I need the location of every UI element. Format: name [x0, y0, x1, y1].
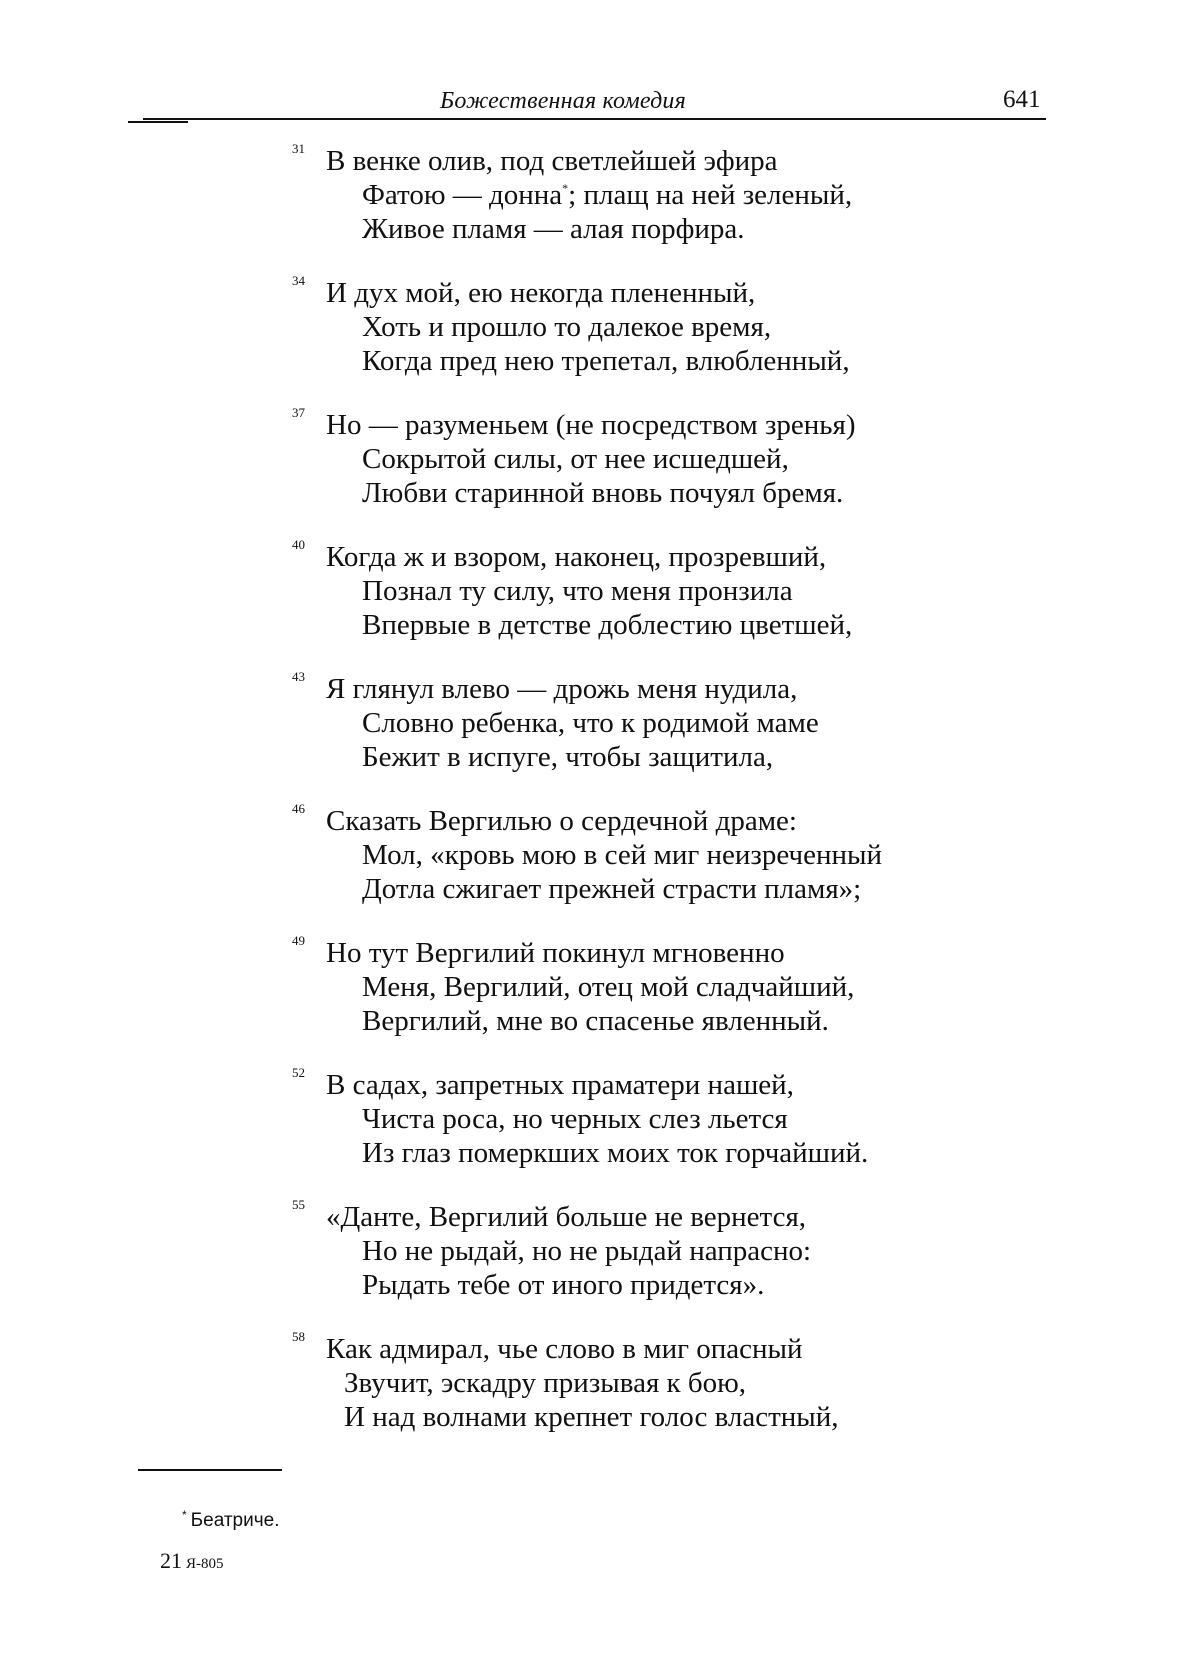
printer-signature: [160, 1548, 224, 1574]
verse-text: И дух мой, ею некогда плененный,: [326, 277, 756, 309]
verse-text: Сказать Вергилью о сердечной драме:: [326, 805, 797, 837]
verse-line: [290, 1197, 1050, 1234]
verse-text: Дотла сжигает прежней страсти пламя»;: [362, 873, 862, 905]
verse-line: [290, 1004, 1050, 1038]
verse-text: Словно ребенка, что к родимой маме: [362, 707, 819, 739]
verse-text: Меня, Вергилий, отец мой сладчайший,: [362, 971, 855, 1003]
verse-line: [290, 933, 1050, 970]
verse-text: Когда пред нею трепетал, влюбленный,: [362, 345, 850, 377]
verse-number: 55: [292, 1197, 305, 1212]
verse-number: 31: [292, 141, 305, 156]
verse-line: [290, 970, 1050, 1004]
verse-line: [290, 740, 1050, 774]
verse-line: [290, 273, 1050, 310]
page-number: 641: [1003, 86, 1041, 113]
verse-number: 52: [292, 1065, 305, 1080]
header-rule-tail: [128, 121, 188, 123]
verse-text: В венке олив, под светлейшей эфира: [326, 145, 778, 177]
verse-text: ; плащ на ней зеленый,: [568, 179, 853, 211]
stanza-52: [290, 1065, 1050, 1170]
signature-number: 21: [160, 1548, 182, 1573]
verse-text: «Данте, Вергилий больше не вернется,: [326, 1201, 807, 1233]
verse-line: [290, 706, 1050, 740]
running-title: Божественная комедия: [440, 88, 686, 114]
footnote-rule: [138, 1469, 282, 1471]
verse-text: Вергилий, мне во спасенье явленный.: [362, 1005, 829, 1037]
signature-code: Я-805: [186, 1556, 224, 1572]
verse-line: [290, 1400, 1050, 1434]
stanza-34: [290, 273, 1050, 378]
verse-text: В садах, запретных праматери нашей,: [326, 1069, 794, 1101]
verse-number: 37: [292, 405, 305, 420]
verse-line: [290, 442, 1050, 476]
verse-line: [290, 212, 1050, 246]
verse-text: Рыдать тебе от иного придется».: [362, 1269, 765, 1301]
header-rule: [143, 118, 1046, 120]
verse-line: [290, 801, 1050, 838]
verse-line: [290, 1102, 1050, 1136]
verse-text: Из глаз померкших моих ток горчайший.: [362, 1137, 869, 1169]
verse-number: 40: [292, 537, 305, 552]
verse-text: Но не рыдай, но не рыдай напрасно:: [362, 1235, 812, 1267]
verse-line: [290, 405, 1050, 442]
verse-number: 46: [292, 801, 305, 816]
verse-number: 34: [292, 273, 305, 288]
verse-line: [290, 838, 1050, 872]
stanza-49: [290, 933, 1050, 1038]
stanza-40: [290, 537, 1050, 642]
verse-text: Но — разуменьем (не посредством зренья): [326, 409, 856, 441]
verse-line: [290, 310, 1050, 344]
stanza-31: [290, 141, 1050, 246]
verse-text: Звучит, эскадру призывая к бою,: [344, 1367, 747, 1399]
verse-line: [290, 574, 1050, 608]
verse-line: [290, 178, 1050, 212]
verse-text: Живое пламя — алая порфира.: [362, 213, 745, 245]
stanza-46: [290, 801, 1050, 906]
verse-text: Сокрытой силы, от нее исшедшей,: [362, 443, 789, 475]
verse-number: 49: [292, 933, 305, 948]
verse-line: [290, 1065, 1050, 1102]
verse-text: Как адмирал, чье слово в миг опасный: [326, 1333, 803, 1365]
footnote: [182, 1508, 279, 1532]
verse-text: Хоть и прошло то далекое время,: [362, 311, 772, 343]
verse-line: [290, 141, 1050, 178]
verse-line: [290, 476, 1050, 510]
verse-line: [290, 1329, 1050, 1366]
verse-line: [290, 1268, 1050, 1302]
verse-line: [290, 669, 1050, 706]
verse-number: 43: [292, 669, 305, 684]
verse-text: И над волнами крепнет голос властный,: [344, 1401, 839, 1433]
verse-line: [290, 1366, 1050, 1400]
verse-text: Любви старинной вновь почуял бремя.: [362, 477, 844, 509]
verse-text: Но тут Вергилий покинул мгновенно: [326, 937, 785, 969]
verse-line: [290, 872, 1050, 906]
stanza-37: [290, 405, 1050, 510]
verse-line: [290, 344, 1050, 378]
verse-text: Познал ту силу, что меня пронзила: [362, 575, 793, 607]
verse-number: 58: [292, 1329, 305, 1344]
footnote-mark: *: [182, 1508, 187, 1522]
footnote-marker: *: [562, 181, 569, 195]
verse-text: Когда ж и взором, наконец, прозревший,: [326, 541, 827, 573]
stanza-43: [290, 669, 1050, 774]
stanza-58: [290, 1329, 1050, 1434]
verse-text: Фатою — донна: [362, 179, 563, 211]
footnote-text: Беатриче.: [190, 1510, 280, 1531]
verse-line: [290, 608, 1050, 642]
verse-line: [290, 537, 1050, 574]
verse-text: Бежит в испуге, чтобы защитила,: [362, 741, 774, 773]
verse-line: [290, 1234, 1050, 1268]
verse-text: Мол, «кровь мою в сей миг неизреченный: [362, 839, 883, 871]
stanza-55: [290, 1197, 1050, 1302]
verse-text: Я глянул влево — дрожь меня нудила,: [326, 673, 798, 705]
verse-line: [290, 1136, 1050, 1170]
verse-text: Впервые в детстве доблестию цветшей,: [362, 609, 853, 641]
verse-text: Чиста роса, но черных слез льется: [362, 1103, 788, 1135]
